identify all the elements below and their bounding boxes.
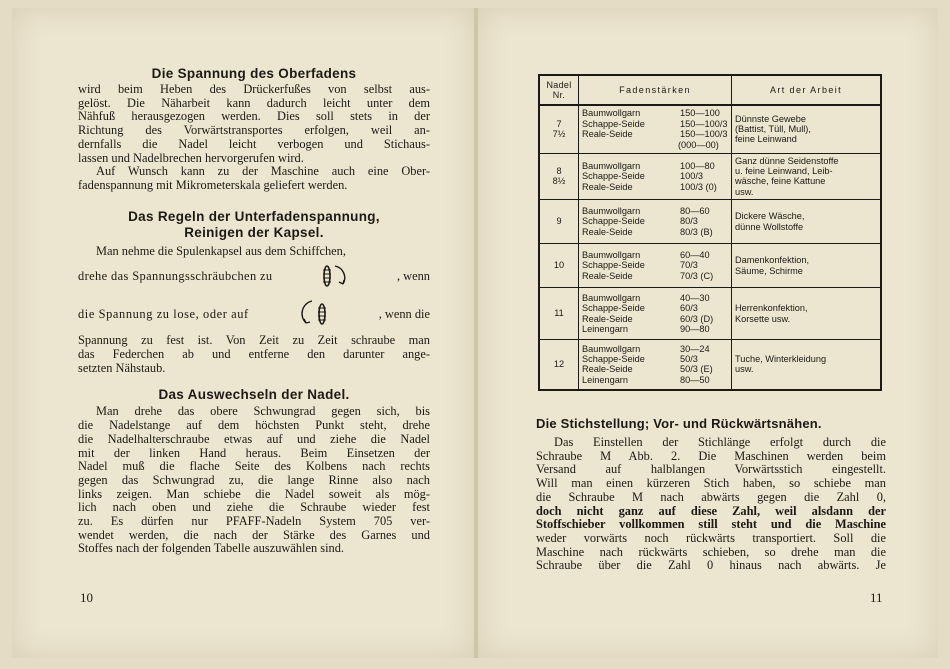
thread-type: Reale-Seide xyxy=(582,129,633,140)
text-line: Stoffes nach der folgenden Tabelle auszuwählen sind. xyxy=(78,541,345,556)
needle-number-cell: 9 xyxy=(539,200,579,244)
needle-number-cell: 8 8½ xyxy=(539,153,579,200)
thread-type: Baumwollgarn xyxy=(582,343,641,354)
text-line: Das Einstellen der Stichlänge erfolgt durch die xyxy=(554,435,886,449)
work-type-cell: Dickere Wäsche, dünne Wollstoffe xyxy=(732,200,882,244)
thread-type: Reale-Seide xyxy=(582,226,633,237)
heading-nadel: Das Auswechseln der Nadel. xyxy=(158,387,350,403)
thread-size: 80/3 (B) xyxy=(680,226,713,237)
thread-type: Schappe-Seide xyxy=(582,216,645,227)
thread-sizes-cell xyxy=(579,244,732,288)
text-fragment: , wenn xyxy=(396,269,430,284)
thread-type: Schappe-Seide xyxy=(582,303,645,314)
text-line: fadenspannung mit Mikrometerskala geliefert werden. xyxy=(78,177,348,192)
thread-type: Schappe-Seide xyxy=(582,353,645,364)
text-line: Auf Wunsch kann zu der Maschine auch eine Ober- xyxy=(96,164,430,179)
line-with-coil-close xyxy=(78,262,430,292)
thread-size: 30—24 xyxy=(680,343,710,354)
thread-sizes-cell xyxy=(579,288,732,340)
text-line: die Nadelhalterschraube etwas auf und ziehe die Nadel xyxy=(78,431,430,446)
thread-line xyxy=(582,314,728,324)
thread-line xyxy=(582,171,728,181)
heading-oberfaden: Die Spannung des Oberfadens xyxy=(151,66,357,81)
thread-line xyxy=(582,206,728,216)
work-type-cell: Herrenkonfektion, Korsette usw. xyxy=(732,288,882,340)
header-art-der-arbeit: Art der Arbeit xyxy=(732,75,882,105)
text-line: mit der linken Hand heraus. Beim Einsetzen der xyxy=(78,445,430,460)
page-number-left: 10 xyxy=(80,590,93,605)
thread-size: 150—100/3 xyxy=(680,118,728,129)
text-line: lassen und Nadelbrechen hervorgerufen wird. xyxy=(78,150,304,165)
header-nadel-nr: Nadel Nr. xyxy=(539,75,579,105)
thread-line xyxy=(582,260,728,270)
needle-number-cell: 11 xyxy=(539,288,579,340)
thread-sizes-cell xyxy=(579,105,732,153)
thread-size: 100/3 xyxy=(680,171,703,182)
thread-size: 70/3 (C) xyxy=(680,270,714,281)
thread-size: 100/3 (0) xyxy=(680,181,717,192)
screw-tighten-icon xyxy=(315,260,355,295)
text-line: das Federchen ab und entferne den darunter ange- xyxy=(78,347,430,362)
thread-size: 80—50 xyxy=(680,374,710,385)
heading-stichstellung: Die Stichstellung; Vor- und Rückwärtsnähen. xyxy=(536,416,822,431)
table-row xyxy=(539,105,881,153)
heading-unterfaden-line2: Reinigen der Kapsel. xyxy=(184,224,324,240)
text-line: Maschine nach rückwärts schieben, so drehe man die xyxy=(536,544,886,559)
thread-line xyxy=(582,344,728,354)
table-row xyxy=(539,153,881,200)
text-line: Man nehme die Spulenkapsel aus dem Schiffchen, xyxy=(96,243,346,258)
text-line: dernfalls die Nadel leicht verbogen und Stichaus- xyxy=(78,136,430,151)
text-line: Spannung zu fest ist. Von Zeit zu Zeit schraube man xyxy=(78,333,430,348)
text-fragment: drehe das Spannungsschräubchen zu xyxy=(78,269,273,284)
text-line: die Nadelstange auf dem höchsten Punkt steht, drehe xyxy=(78,418,430,433)
text-line: Man drehe das obere Schwungrad gegen sich, bis xyxy=(96,404,430,419)
screw-loosen-icon xyxy=(294,297,334,334)
text-line: links zeigen. Man schiebe die Nadel soweit als mög- xyxy=(78,486,430,501)
thread-type: Baumwollgarn xyxy=(582,250,641,261)
page-right xyxy=(478,8,938,658)
work-type-cell: Tuche, Winterkleidung usw. xyxy=(732,340,882,390)
thread-line xyxy=(582,293,728,303)
thread-type: Reale-Seide xyxy=(582,270,633,281)
thread-size: 40—30 xyxy=(680,292,710,303)
text-fragment: die Spannung zu lose, oder auf xyxy=(78,307,249,322)
thread-size: 70/3 xyxy=(680,260,698,271)
thread-type: Baumwollgarn xyxy=(582,108,641,119)
paragraph-oberfaden xyxy=(78,83,430,193)
thread-type: Baumwollgarn xyxy=(582,160,641,171)
text-line: zu. Es dürfen nur PFAFF-Nadeln System 705 ver- xyxy=(78,514,430,529)
thread-size: 100—80 xyxy=(680,160,715,171)
thread-size: 80/3 xyxy=(680,216,698,227)
text-line: Stoffschieber vollkommen still steht und die Maschine xyxy=(536,517,886,532)
thread-line xyxy=(582,108,728,118)
needle-thread-table xyxy=(538,74,882,391)
thread-line xyxy=(582,324,728,334)
thread-line xyxy=(582,364,728,374)
thread-size: 60—40 xyxy=(680,250,710,261)
text-line: Schraube über die Zahl 0 hinaus nach abwärts. Je xyxy=(536,558,886,573)
thread-extra: (000—00) xyxy=(678,139,719,150)
paragraph-nadel xyxy=(78,405,430,556)
page-number-right: 11 xyxy=(870,590,883,605)
text-line: Versand auf halblangen Vorwärtsstich eingestellt. xyxy=(536,462,886,477)
thread-line xyxy=(582,375,728,385)
thread-type: Reale-Seide xyxy=(582,364,633,375)
text-fragment: , wenn die xyxy=(378,307,430,322)
thread-line xyxy=(582,129,728,139)
table-row xyxy=(539,288,881,340)
thread-sizes-cell xyxy=(579,200,732,244)
work-type-cell: Damenkonfektion, Säume, Schirme xyxy=(732,244,882,288)
text-line: lich nach oben und ziehe die Schraube wieder fest xyxy=(78,500,430,515)
thread-type: Baumwollgarn xyxy=(582,206,641,217)
text-line: Schraube M Abb. 2. Die Maschinen werden beim xyxy=(536,448,886,463)
thread-type: Schappe-Seide xyxy=(582,260,645,271)
thread-type: Reale-Seide xyxy=(582,313,633,324)
text-line: Will man einen kürzeren Stich haben, so schiebe man xyxy=(536,476,886,491)
text-line: Richtung des Vorwärtstransportes erfolgen, weil an- xyxy=(78,123,430,138)
text-line: wendet werden, die nach der Stärke des Garnes und xyxy=(78,527,430,542)
thread-sizes-cell xyxy=(579,153,732,200)
thread-line xyxy=(582,354,728,364)
thread-sizes-cell xyxy=(579,340,732,390)
needle-number-cell: 12 xyxy=(539,340,579,390)
thread-size: 150—100 xyxy=(680,108,720,119)
thread-line xyxy=(582,271,728,281)
page-left xyxy=(12,8,474,658)
thread-size: 150—100/3 xyxy=(680,129,728,140)
text-line: setzten Nähstaub. xyxy=(78,360,166,375)
right-text-column xyxy=(536,416,886,573)
thread-size: 90—80 xyxy=(680,324,710,335)
text-line: doch nicht ganz auf diese Zahl, weil alsdann der xyxy=(536,503,886,518)
thread-line xyxy=(582,303,728,313)
table-row xyxy=(539,200,881,244)
thread-type: Schappe-Seide xyxy=(582,118,645,129)
thread-type: Baumwollgarn xyxy=(582,292,641,303)
text-line: Nähfuß herausgezogen werden. Dies soll stets in der xyxy=(78,109,430,124)
text-line: gelöst. Die Näharbeit kann dadurch leicht unter dem xyxy=(78,95,430,110)
text-line: gegen das Schwungrad zu, die lange Rinne also nach xyxy=(78,472,430,487)
text-line: die Schraube M nach abwärts gegen die Zahl 0, xyxy=(536,489,886,504)
thread-type: Schappe-Seide xyxy=(582,171,645,182)
thread-line xyxy=(582,182,728,192)
thread-line xyxy=(582,250,728,260)
thread-line xyxy=(582,216,728,226)
thread-size: 60/3 xyxy=(680,303,698,314)
text-line: wird beim Heben des Drückerfußes von selbst aus- xyxy=(78,82,430,96)
needle-number-cell: 7 7½ xyxy=(539,105,579,153)
thread-size: 60/3 (D) xyxy=(680,313,714,324)
needle-number-cell: 10 xyxy=(539,244,579,288)
thread-line xyxy=(582,119,728,129)
work-type-cell: Ganz dünne Seidenstoffe u. feine Leinwand, Leib- wäsche, feine Kattune usw. xyxy=(732,153,882,200)
text-line: weder vorwärts noch rückwärts transportiert. Soll die xyxy=(536,530,886,545)
work-type-cell: Dünnste Gewebe (Battist, Tüll, Mull), feine Leinwand xyxy=(732,105,882,153)
thread-size: 50/3 xyxy=(680,353,698,364)
table-header-row xyxy=(539,75,881,105)
paragraph-stichstellung xyxy=(536,436,886,573)
text-line: Nadel muß die flache Seite des Kolbens nach rechts xyxy=(78,459,430,474)
left-text-column xyxy=(78,66,430,556)
table-row xyxy=(539,340,881,390)
thread-type: Reale-Seide xyxy=(582,181,633,192)
header-fadenstaerken: Fadenstärken xyxy=(579,75,732,105)
thread-size: 50/3 (E) xyxy=(680,364,713,375)
table-body xyxy=(539,105,881,390)
line-with-coil-open xyxy=(78,298,430,332)
thread-line xyxy=(582,227,728,237)
thread-type: Leinengarn xyxy=(582,324,628,335)
heading-unterfaden-line1: Das Regeln der Unterfadenspannung, xyxy=(128,208,380,224)
table-row xyxy=(539,244,881,288)
thread-size: 80—60 xyxy=(680,206,710,217)
thread-type: Leinengarn xyxy=(582,374,628,385)
thread-line xyxy=(582,161,728,171)
